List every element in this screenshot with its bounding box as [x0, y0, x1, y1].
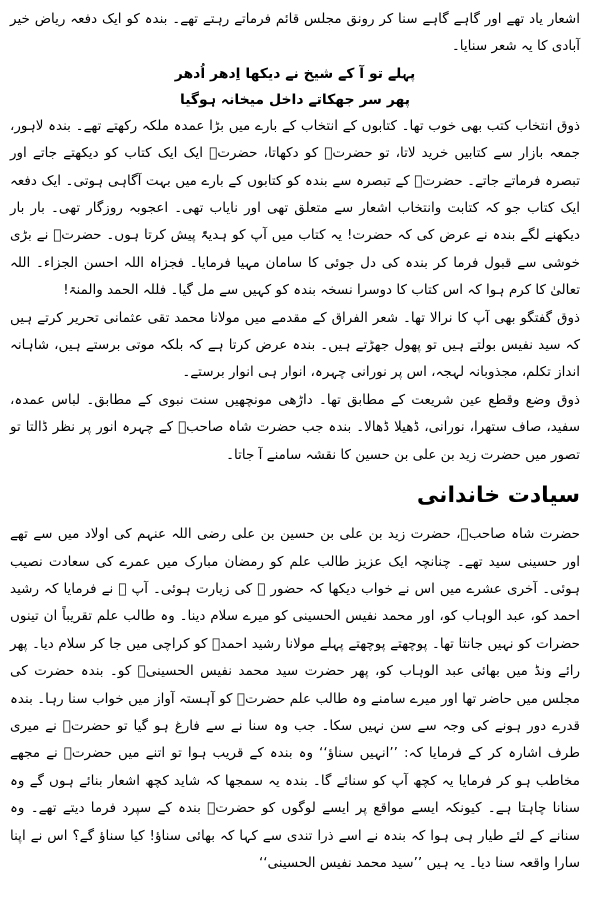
paragraph-speech-taste: ذوق گفتگو بھی آپ کا نرالا تھا۔ شعر الفراق کے مقدمے میں مولانا محمد تقی عثمانی تحریر کرتے ہیں کہ سید نفیس بولتے ہیں تو پھول جھڑتے ہیں۔ بندہ عرض کرتا ہے کہ بلکہ موتی برستے ہیں، شاہانہ انداز تکلم، مجذوبانہ لہجہ، اس پر نورانی چہرہ، انوار ہی انوار برستے۔ — [10, 309, 580, 381]
paragraph-dress-taste: ذوق وضع وقطع عین شریعت کے مطابق تھا۔ داڑھی مونچھیں سنت نبوی کے مطابق۔ لباس عمدہ، سفید، صاف ستھرا، نورانی، ڈھیلا ڈھالا۔ بندہ جب حضرت شاہ صاحبؒ کے چہرہ انور پر نظر ڈالتا تو تصور میں حضرت زید بن علی بن حسین کا نقشہ سامنے آ جاتا۔ — [10, 391, 580, 463]
paragraph-book-taste: ذوق انتخاب کتب بھی خوب تھا۔ کتابوں کے انتخاب کے بارے میں بڑا عمدہ ملکہ رکھتے تھے۔ بندہ لاہور، جمعہ بازار سے کتابیں خرید لاتا، تو حضرتؒ کو دکھاتا، حضرتؒ ایک ایک کتاب کو دیکھتے جاتے اور تبصرہ فرماتے جاتے۔ حضرتؒ کے تبصرہ سے بندہ کو کتابوں کے بارے میں بہت آگاہی ہوتی۔ ایک دفعہ ایک کتاب جو کہ کتابت وانتخاب اشعار سے متعلق تھی اور نایاب تھی۔ اعجوبہ روزگار تھی۔ بار بار دیکھنے لگے بندہ نے عرض کی کہ حضرت! یہ کتاب میں آپ کو ہدیۃً پیش کرتا ہوں۔ حضرتؒ نے بڑی خوشی سے قبول فرما کر بندہ کی دل جوئی کا سامان مہیا فرمایا۔ فجزاہ اللہ احسن الجزاء۔ اللہ تعالیٰ کا کرم ہوا کہ اس کتاب کا دوسرا نسخہ بندہ کو کہیں سے مل گیا۔ فللہ الحمد والمنۃ! — [10, 117, 580, 299]
section-heading: سیادت خاندانی — [416, 483, 580, 509]
paragraph-lineage: حضرت شاہ صاحبؒ، حضرت زید بن علی بن حسین بن علی رضی اللہ عنہم کی اولاد میں سے تھے اور حسینی سید تھے۔ چنانچہ ایک عزیز طالب علم کو رمضان مبارک میں عمرے کی سعادت نصیب ہوئی۔ آخری عشرے میں اس نے خواب دیکھا کہ حضور ﷺ کی زیارت ہوئی۔ آپ ﷺ نے فرمایا کہ رشید احمد کو، عبد الوہاب کو، اور محمد نفیس الحسینی کو میرے سلام دینا۔ وہ طالب علم تقریباً ان تینوں حضرات کو نہیں جانتا تھا۔ پوچھتے پوچھتے پہلے مولانا رشید احمدؒ کو کراچی میں جا کر سلام دیا۔ پھر رائے ونڈ میں بھائی عبد الوہاب کو، پھر حضرت سید محمد نفیس الحسینیؒ کو۔ بندہ حضرت کی مجلس میں حاضر تھا اور میرے سامنے وہ طالب علم حضرتؒ کو آہستہ آواز میں خواب سنا رہا۔ بندہ قدرے دور ہونے کی وجہ سے سن نہیں سکا۔ جب وہ سنا نے سے فارغ ہو گیا تو حضرتؒ نے میری طرف اشارہ کر کے فرمایا کہ: ’’انہیں سناؤ‘‘ وہ بندہ کے قریب ہوا تو اتنے میں حضرتؒ نے مجھے مخاطب ہو کر فرمایا یہ کچھ آپ کو سنائے گا۔ بندہ یہ سمجھا کہ شاید کچھ اشعار بنائے ہوں گے وہ سنانا چاہتا ہے۔ کیونکہ ایسے مواقع پر ایسے لوگوں کو حضرتؒ بندہ کے سپرد فرما دیتے تھے۔ وہ سنانے کے لئے طیار ہی ہوا کہ بندہ نے اسے ذرا تندی سے کہا کہ بھائی سناؤ! کیا سناؤ گے؟ اس نے اپنا سارا واقعہ سنا دیا۔ یہ ہیں ’’سید محمد نفیس الحسینی‘‘ — [10, 526, 580, 871]
couplet-line-1: پہلے تو آ کے شیخ نے دیکھا اِدھر اُدھر — [174, 65, 416, 82]
paragraph-opening: اشعار یاد تھے اور گاہے گاہے سنا کر رونق مجلس قائم فرماتے رہتے تھے۔ بندہ کو ایک دفعہ ریاض خیر آبادی کا یہ شعر سنایا۔ — [10, 11, 580, 55]
couplet-line-2: پھر سر جھکاتے داخل میخانہ ہوگیا — [179, 91, 411, 108]
